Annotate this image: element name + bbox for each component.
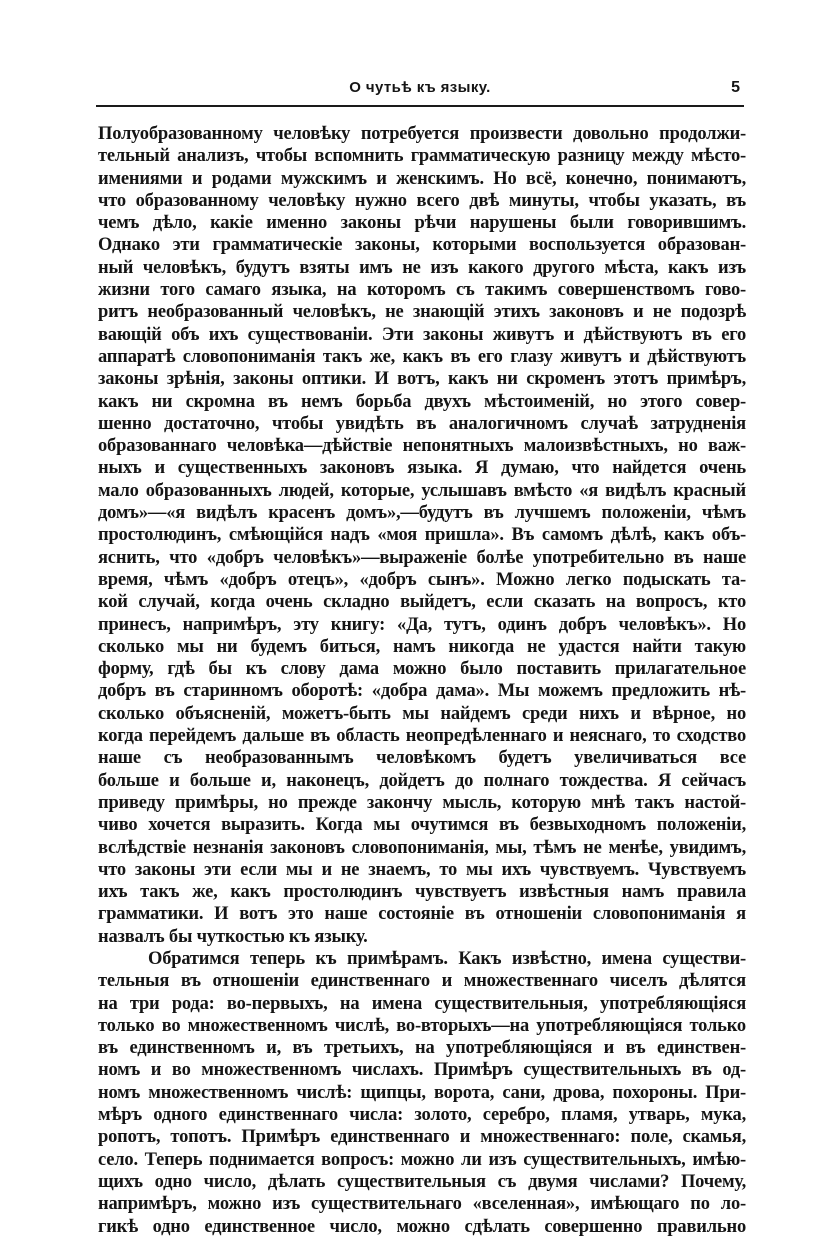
text-line: домъ»—«я видѣлъ красенъ домъ»,—будутъ въ лучшемъ положеніи, чѣмъ	[98, 503, 746, 524]
text-line: мѣръ одного единственнаго числа: золото, серебро, пламя, утварь, мука,	[98, 1105, 746, 1126]
text-line: гикѣ одно единственное число, можно сдѣлать совершенно правильно	[98, 1216, 746, 1237]
paragraph	[98, 123, 746, 948]
text-line: ихъ такъ же, какъ простолюдинъ чувствуетъ извѣстныя намъ правила	[98, 882, 746, 903]
text-line: больше и больше и, наконецъ, дойдетъ до полнаго тождества. Я сейчасъ	[98, 770, 746, 791]
text-line: добръ въ старинномъ оборотѣ: «добра дама». Мы можемъ предложить нѣ-	[98, 681, 746, 702]
text-line: ритъ необразованный человѣкъ, не знающій этихъ законовъ и не подозрѣ	[98, 302, 746, 323]
text-line: сколько объясненій, можетъ-быть мы найдемъ среди нихъ и вѣрное, но	[98, 703, 746, 724]
text-line: ропотъ, топотъ. Примѣръ единственнаго и множественнаго: поле, скамья,	[98, 1127, 746, 1148]
text-line: жизни того самаго языка, на которомъ съ такимъ совершенствомъ гово-	[98, 280, 746, 301]
text-line: кой случай, когда очень складно выйдетъ, если сказать на вопросъ, кто	[98, 592, 746, 613]
body-text	[98, 123, 746, 1238]
text-line: время, чѣмъ «добръ отецъ», «добръ сынъ». Можно легко подыскать та-	[98, 569, 746, 590]
text-line: образованнаго человѣка—дѣйствіе непонятныхъ малоизвѣстныхъ, но важ-	[98, 436, 746, 457]
text-line: грамматики. И вотъ это наше состояніе въ отношеніи словопониманія я	[98, 904, 746, 925]
text-line: номъ и во множественномъ числахъ. Примѣръ существительныхъ въ од-	[98, 1060, 746, 1081]
text-line: номъ множественномъ числѣ: щипцы, ворота, сани, дрова, похороны. При-	[98, 1082, 746, 1103]
text-line: законы зрѣнія, законы оптики. И вотъ, какъ ни скроменъ этотъ примѣръ,	[98, 369, 746, 390]
text-line: вслѣдствіе незнанія законовъ словопониманія, мы, тѣмъ не менѣе, увидимъ,	[98, 837, 746, 858]
text-line: Обратимся теперь къ примѣрамъ. Какъ извѣстно, имена существи-	[148, 948, 746, 969]
text-line: аппаратѣ словопониманія такъ же, какъ въ его глазу живутъ и дѣйствуютъ	[98, 346, 746, 367]
text-line: чиво хочется выразить. Когда мы очутимся въ безвыходномъ положеніи,	[98, 815, 746, 836]
text-line: принесъ, напримѣръ, эту книгу: «Да, тутъ, одинъ добръ человѣкъ». Но	[98, 614, 746, 635]
text-line: ныхъ и существенныхъ законовъ языка. Я думаю, что найдется очень	[98, 458, 746, 479]
text-line: простолюдинъ, смѣющійся надъ «моя пришла». Въ самомъ дѣлѣ, какъ объ-	[98, 525, 746, 546]
text-line: что законы эти если мы и не знаемъ, то мы ихъ чувствуемъ. Чувствуемъ	[98, 859, 746, 880]
text-line: ный человѣкъ, будутъ взяты имъ не изъ какого другого мѣста, какъ изъ	[98, 257, 746, 278]
text-line: щихъ одно число, дѣлать существительныя съ двумя числами? Почему,	[98, 1171, 746, 1192]
text-line: что образованному человѣку нужно всего двѣ минуты, чтобы указать, въ	[98, 190, 746, 211]
text-line: Полуобразованному человѣку потребуется произвести довольно продолжи-	[98, 124, 746, 144]
text-line: наше съ необразованнымъ человѣкомъ будетъ увеличиваться все	[98, 748, 746, 769]
text-line: яснить, что «добръ человѣкъ»—выраженіе болѣе употребительно въ наше	[98, 547, 746, 568]
text-line: Однако эти грамматическіе законы, которыми воспользуется образован-	[98, 235, 746, 256]
text-line: сколько мы ни будемъ биться, намъ никогда не удастся найти такую	[98, 636, 746, 657]
text-line: напримѣръ, можно изъ существительнаго «вселенная», имѣющаго по ло-	[98, 1194, 746, 1215]
running-head	[96, 78, 744, 100]
text-line: имениями и родами мужскимъ и женскимъ. Но всё, конечно, понимаютъ,	[98, 168, 746, 189]
text-line: какъ ни скромна въ немъ борьба двухъ мѣстоименій, но этого совер-	[98, 391, 746, 412]
text-line: назвалъ бы чуткостью къ языку.	[98, 926, 368, 947]
text-line: шенно достаточно, чтобы увидѣть въ аналогичномъ случаѣ затрудненія	[98, 413, 746, 434]
text-line: тельныя въ отношеніи единственнаго и множественнаго чиселъ дѣлятся	[98, 971, 746, 992]
text-line: въ единственномъ и, въ третьихъ, на употребляющіяся и въ единствен-	[98, 1038, 746, 1059]
text-line: только во множественномъ числѣ, во-вторыхъ—на употребляющіяся только	[98, 1015, 746, 1036]
page-number: 5	[731, 79, 740, 96]
text-line: тельный анализъ, чтобы вспомнить грамматическую разницу между мѣсто-	[98, 146, 746, 167]
text-line: приведу примѣры, но прежде закончу мысль, которую мнѣ такъ настой-	[98, 792, 746, 813]
text-line: село. Теперь поднимается вопросъ: можно ли изъ существительныхъ, имѣю-	[98, 1149, 746, 1170]
paragraph	[98, 948, 746, 1238]
header-rule	[96, 105, 744, 107]
text-line: форму, гдѣ бы къ слову дама можно было поставить прилагательное	[98, 659, 746, 680]
text-line: на три рода: во-первыхъ, на имена существительныя, употребляющіяся	[98, 993, 746, 1014]
text-line: когда перейдемъ дальше въ область неопредѣленнаго и неяснаго, то сходство	[98, 726, 746, 747]
running-title: О чутьѣ къ языку.	[349, 79, 491, 96]
text-line: мало образованныхъ людей, которые, услышавъ вмѣсто «я видѣлъ красный	[98, 480, 746, 501]
text-line: чемъ дѣло, какіе именно законы рѣчи нарушены были говорившимъ.	[98, 213, 746, 234]
text-line: вающій объ ихъ существованіи. Эти законы живутъ и дѣйствуютъ въ его	[98, 324, 746, 345]
